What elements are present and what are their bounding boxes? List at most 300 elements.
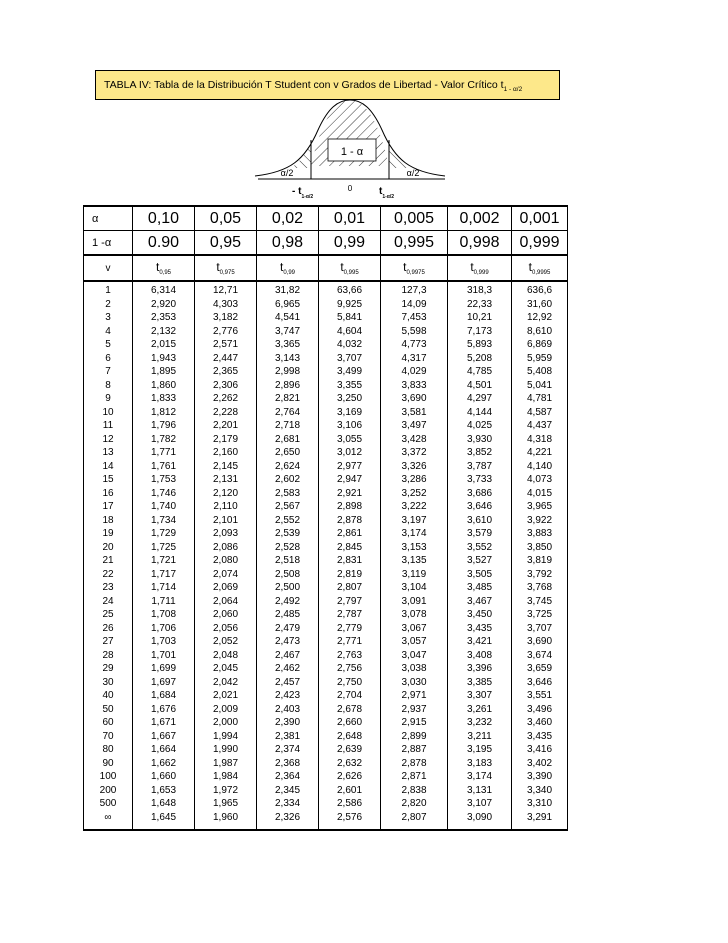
t-header: $t_{0,9995}$ <box>512 255 568 281</box>
table-cell: 63,66 <box>336 285 363 296</box>
table-cell: 2,368 <box>274 757 301 769</box>
table-cell: 2,042 <box>212 676 239 688</box>
table-cell: 3,674 <box>526 649 553 661</box>
table-cell: 1,740 <box>150 501 177 512</box>
table-cell: 4,297 <box>466 393 493 404</box>
table-cell: 22,33 <box>466 298 493 310</box>
table-cell: 500 <box>99 798 117 809</box>
table-cell: 2,899 <box>401 730 427 742</box>
table-cell: 5,041 <box>526 379 553 391</box>
alpha-label: α <box>84 206 133 231</box>
table-cell: 4,032 <box>336 339 363 350</box>
table-cell: 4,303 <box>212 298 239 310</box>
table-cell: 2,145 <box>212 460 239 472</box>
table-cell: 10 <box>102 406 114 418</box>
table-cell: 3,745 <box>526 595 553 607</box>
table-cell: 1,697 <box>150 676 177 688</box>
table-cell: 8,610 <box>526 325 553 337</box>
table-cell: 2,021 <box>212 690 239 701</box>
table-cell: 7,173 <box>466 325 493 337</box>
table-cell: 2,539 <box>274 528 301 539</box>
table-cell: 12 <box>102 433 114 445</box>
table-cell: 3,326 <box>401 460 427 472</box>
t-header: $t_{0,999}$ <box>448 255 512 281</box>
table-cell: 12,92 <box>526 312 553 323</box>
table-cell: 17 <box>102 501 114 512</box>
table-cell: 2,887 <box>401 744 427 755</box>
table-cell: 3,340 <box>526 784 553 796</box>
table-cell: 3,686 <box>466 487 493 499</box>
table-cell: 1,943 <box>150 352 177 364</box>
table-cell: 90 <box>102 757 114 769</box>
table-cell: 2,567 <box>274 501 301 512</box>
table-cell: 3,396 <box>466 663 493 674</box>
table-cell: 1,984 <box>212 771 239 782</box>
table-cell: 1,676 <box>150 703 177 715</box>
table-cell: 2,381 <box>274 730 301 742</box>
table-cell: 2,797 <box>336 595 363 607</box>
table-cell: 1,833 <box>150 393 177 404</box>
table-cell: 2,015 <box>150 339 177 350</box>
table-cell: 2,009 <box>212 703 239 715</box>
table-cell: 3,646 <box>526 676 553 688</box>
table-cell: 1,703 <box>150 636 177 647</box>
table-cell: 1,699 <box>150 663 177 674</box>
table-cell: 4,587 <box>526 406 553 418</box>
table-cell: 3,792 <box>526 568 553 580</box>
value-column <box>257 281 319 830</box>
table-cell: 1,645 <box>150 811 177 823</box>
table-cell: 2,045 <box>212 663 239 674</box>
table-cell: 27 <box>102 636 114 647</box>
table-cell: 2,764 <box>274 406 301 418</box>
t-header-row <box>84 255 568 281</box>
table-cell: 4,318 <box>526 433 553 445</box>
center-label: 1 - α <box>340 146 364 158</box>
table-cell: 1,660 <box>150 771 177 782</box>
alpha-row <box>84 206 568 231</box>
table-cell: 1,721 <box>150 555 177 566</box>
table-cell: 2,345 <box>274 784 301 796</box>
table-cell: 5,408 <box>526 366 553 377</box>
table-cell: 2,056 <box>212 622 239 634</box>
table-cell: 2,998 <box>274 366 301 377</box>
table-cell: 2,819 <box>336 568 363 580</box>
table-cell: 3,057 <box>401 636 427 647</box>
table-cell: 3,174 <box>466 771 493 782</box>
table-cell: 70 <box>102 730 114 742</box>
table-cell: 2,552 <box>274 514 301 526</box>
table-cell: 28 <box>102 649 114 661</box>
table-cell: 2,820 <box>401 798 427 809</box>
table-cell: 2,650 <box>274 447 301 458</box>
table-cell: 10,21 <box>466 312 493 323</box>
table-cell: 3,183 <box>466 757 493 769</box>
table-cell: 3,250 <box>336 393 363 404</box>
table-cell: 1,717 <box>150 568 177 580</box>
table-cell: 2,485 <box>274 609 301 620</box>
table-cell: 3,833 <box>401 379 427 391</box>
table-cell: 1,701 <box>150 649 177 661</box>
table-cell: 2,060 <box>212 609 239 620</box>
table-cell: 3,850 <box>526 541 553 553</box>
table-cell: 3,055 <box>336 433 363 445</box>
table-cell: 4,221 <box>526 447 553 458</box>
table-cell: 2,937 <box>401 703 427 715</box>
table-cell: 2,064 <box>212 595 239 607</box>
table-cell: 2,093 <box>212 528 239 539</box>
table-cell: 2,423 <box>274 690 301 701</box>
table-cell: 24 <box>102 595 114 607</box>
table-cell: 5,893 <box>466 339 493 350</box>
table-cell: 2,508 <box>274 568 301 580</box>
table-cell: 3,690 <box>526 636 553 647</box>
table-cell: 2,528 <box>274 541 301 553</box>
table-cell: 3,499 <box>336 366 363 377</box>
table-cell: 4,501 <box>466 379 493 391</box>
table-cell: 13 <box>102 447 114 458</box>
table-cell: 3,497 <box>401 420 427 431</box>
table-cell: 2,074 <box>212 568 239 580</box>
table-cell: 7 <box>105 366 111 377</box>
table-cell: 11 <box>102 420 114 431</box>
table-cell: 3,104 <box>401 582 427 593</box>
table-cell: 3,707 <box>336 352 363 364</box>
table-cell: 3,078 <box>401 609 427 620</box>
table-cell: 1,664 <box>150 744 177 755</box>
alpha-value: 0,02 <box>257 206 319 231</box>
table-cell: 2,228 <box>212 406 239 418</box>
table-cell: 2,571 <box>212 339 239 350</box>
table-cell: 19 <box>102 528 114 539</box>
table-cell: 2,262 <box>212 393 239 404</box>
table-cell: 100 <box>99 771 117 782</box>
table-cell: 3,106 <box>336 420 363 431</box>
t-distribution-diagram <box>0 0 728 205</box>
table-cell: 30 <box>102 676 114 688</box>
table-cell: 29 <box>102 663 114 674</box>
table-cell: 2,639 <box>336 744 363 755</box>
t-header: $t_{0,99}$ <box>257 255 319 281</box>
table-cell: 2,518 <box>274 555 301 566</box>
table-cell: 200 <box>99 784 117 796</box>
table-cell: 6,314 <box>150 285 177 296</box>
table-cell: 2,838 <box>401 784 427 796</box>
table-cell: 16 <box>102 487 114 499</box>
table-cell: 2,660 <box>336 717 363 728</box>
table-cell: 8 <box>105 379 111 391</box>
table-cell: 2,601 <box>336 784 363 796</box>
table-cell: 14 <box>102 460 114 472</box>
alpha-value: 0,005 <box>381 206 448 231</box>
table-cell: 3,365 <box>274 339 301 350</box>
table-cell: 31,82 <box>274 285 301 296</box>
table-cell: 2,821 <box>274 393 301 404</box>
table-cell: 3,291 <box>526 811 553 823</box>
values-row <box>84 281 568 830</box>
table-cell: 2 <box>105 298 111 310</box>
table-cell: 3,038 <box>401 663 427 674</box>
table-cell: 1,972 <box>212 784 239 796</box>
table-cell: 2,878 <box>336 514 363 526</box>
table-cell: 3,169 <box>336 406 363 418</box>
table-cell: 1,994 <box>212 730 239 742</box>
table-cell: 2,462 <box>274 663 301 674</box>
table-cell: 2,779 <box>336 622 363 634</box>
table-cell: 1,714 <box>150 582 177 593</box>
table-cell: 3,232 <box>466 717 493 728</box>
table-cell: 2,179 <box>212 433 239 445</box>
table-cell: 2,807 <box>401 811 427 823</box>
table-cell: 14,09 <box>401 298 427 310</box>
table-cell: 2,110 <box>213 501 238 512</box>
table-cell: 2,048 <box>212 649 239 661</box>
table-cell: 1,729 <box>150 528 177 539</box>
table-cell: 3,012 <box>336 447 363 458</box>
table-cell: 3,153 <box>401 541 427 553</box>
table-cell: 2,131 <box>212 474 239 485</box>
table-cell: 3,197 <box>401 514 427 526</box>
table-cell: 1,725 <box>150 541 177 553</box>
table-cell: 1 <box>105 285 111 296</box>
table-cell: 3,733 <box>466 474 493 485</box>
table-cell: 3,659 <box>526 663 553 674</box>
table-cell: 4,317 <box>401 352 427 364</box>
table-cell: 3,467 <box>466 595 493 607</box>
table-cell: 1,653 <box>150 784 177 796</box>
table-cell: 3,460 <box>526 717 553 728</box>
table-cell: 3,107 <box>466 798 493 809</box>
table-cell: 2,750 <box>336 676 363 688</box>
table-cell: 3,222 <box>401 501 427 512</box>
table-cell: 3,131 <box>466 784 493 796</box>
table-cell: 2,718 <box>274 420 301 431</box>
table-cell: 3,922 <box>526 514 553 526</box>
table-cell: 4,140 <box>526 460 553 472</box>
table-cell: 2,390 <box>274 717 301 728</box>
table-cell: 1,782 <box>150 433 177 445</box>
table-cell: 2,898 <box>336 501 363 512</box>
table-cell: 15 <box>102 474 114 485</box>
table-cell: 2,374 <box>274 744 301 755</box>
title-text: TABLA IV: Tabla de la Distribución T Student con v Grados de Libertad - Valor Crítico t <box>104 79 504 91</box>
table-cell: 3,091 <box>401 595 427 607</box>
table-cell: 3,965 <box>526 501 553 512</box>
table-cell: 2,632 <box>336 757 363 769</box>
table-cell: 2,201 <box>212 420 239 431</box>
table-cell: 3,211 <box>467 730 492 742</box>
table-cell: 1,706 <box>150 622 177 634</box>
table-cell: 2,626 <box>336 771 363 782</box>
value-column <box>448 281 512 830</box>
alpha-value: 0,05 <box>195 206 257 231</box>
table-cell: 3,408 <box>466 649 493 661</box>
table-cell: 4 <box>105 325 111 337</box>
table-cell: 1,753 <box>150 474 177 485</box>
table-cell: 4,785 <box>466 366 493 377</box>
table-cell: 3,090 <box>466 811 493 823</box>
table-cell: 5,841 <box>336 312 363 323</box>
table-cell: 2,052 <box>212 636 239 647</box>
table-cell: 3,119 <box>401 568 427 580</box>
table-cell: 18 <box>102 514 114 526</box>
t-header: $t_{0,9975}$ <box>381 255 448 281</box>
table-cell: 2,977 <box>336 460 363 472</box>
table-cell: 2,896 <box>274 379 301 391</box>
table-cell: 2,583 <box>274 487 301 499</box>
table-cell: 1,711 <box>151 595 176 607</box>
table-cell: 3,143 <box>274 352 301 364</box>
table-cell: 2,086 <box>212 541 239 553</box>
zero-label: 0 <box>347 184 353 193</box>
table-cell: 2,771 <box>336 636 363 647</box>
table-cell: 3,286 <box>401 474 427 485</box>
table-cell: 1,990 <box>212 744 239 755</box>
table-cell: 1,965 <box>212 798 239 809</box>
table-cell: 1,648 <box>150 798 177 809</box>
table-cell: 2,624 <box>274 460 301 472</box>
table-cell: 3,496 <box>526 703 553 715</box>
table-cell: 21 <box>102 555 114 566</box>
table-cell: 2,457 <box>274 676 301 688</box>
table-cell: 3,390 <box>526 771 553 782</box>
table-cell: 3,768 <box>526 582 553 593</box>
table-cell: 2,871 <box>401 771 427 782</box>
table-cell: 2,326 <box>274 811 301 823</box>
table-cell: 3,428 <box>401 433 427 445</box>
alpha-value: 0,01 <box>319 206 381 231</box>
table-cell: 3 <box>105 312 111 323</box>
table-cell: 4,029 <box>401 366 427 377</box>
table-cell: 3,047 <box>401 649 427 661</box>
table-cell: 2,403 <box>274 703 301 715</box>
table-cell: 3,135 <box>401 555 427 566</box>
t-header: $t_{0,995}$ <box>319 255 381 281</box>
table-cell: 2,704 <box>336 690 363 701</box>
table-cell: 2,915 <box>401 717 427 728</box>
confidence-value: 0,999 <box>512 231 568 256</box>
table-cell: 3,747 <box>274 325 301 337</box>
title-subscript: 1 - α/2 <box>503 86 523 94</box>
table-cell: 25 <box>102 609 114 620</box>
table-cell: 2,878 <box>401 757 427 769</box>
t-header: $t_{0,95}$ <box>133 255 195 281</box>
table-cell: 3,450 <box>466 609 493 620</box>
table-cell: 3,174 <box>401 528 427 539</box>
table-cell: 1,662 <box>150 757 177 769</box>
table-cell: 2,576 <box>336 811 363 823</box>
table-cell: 3,707 <box>526 622 553 634</box>
table-cell: 2,101 <box>212 514 239 526</box>
table-cell: 1,960 <box>212 811 239 823</box>
table-cell: 26 <box>102 622 114 634</box>
alpha-value: 0,10 <box>133 206 195 231</box>
value-column <box>319 281 381 830</box>
table-cell: 3,527 <box>466 555 493 566</box>
table-cell: 4,437 <box>526 420 553 431</box>
value-column <box>195 281 257 830</box>
table-cell: 3,435 <box>526 730 553 742</box>
table-cell: 2,681 <box>274 433 301 445</box>
table-cell: 2,756 <box>336 663 363 674</box>
left-critical-label: - $t_{1-\alpha/2}$ <box>292 186 314 200</box>
alpha-value: 0,002 <box>448 206 512 231</box>
table-cell: 2,763 <box>336 649 363 661</box>
table-cell: 5,208 <box>466 352 493 364</box>
confidence-value: 0,99 <box>319 231 381 256</box>
table-cell: 5 <box>105 339 111 350</box>
table-cell: 3,725 <box>526 609 553 620</box>
table-cell: 1,708 <box>150 609 177 620</box>
value-column <box>512 281 568 830</box>
table-cell: 2,678 <box>336 703 363 715</box>
table-cell: 3,610 <box>466 514 493 526</box>
table-cell: 1,761 <box>150 460 177 472</box>
right-critical-label: $t_{1-\alpha/2}$ <box>379 186 395 200</box>
table-cell: 60 <box>102 717 114 728</box>
table-cell: 4,015 <box>526 487 553 499</box>
table-cell: 3,505 <box>466 568 493 580</box>
table-cell: 2,132 <box>150 325 177 337</box>
table-cell: 5,959 <box>526 352 553 364</box>
table-cell: 6,869 <box>526 339 553 350</box>
value-column <box>381 281 448 830</box>
t-table <box>83 205 568 831</box>
table-cell: 4,144 <box>466 406 493 418</box>
table-cell: 2,353 <box>150 312 177 323</box>
table-cell: 2,473 <box>274 636 301 647</box>
table-cell: 50 <box>102 703 114 715</box>
table-cell: 1,671 <box>150 717 177 728</box>
table-cell: 2,365 <box>212 366 239 377</box>
table-cell: 3,690 <box>401 393 427 404</box>
table-cell: 318,3 <box>466 285 493 296</box>
table-cell: 2,648 <box>336 730 363 742</box>
table-cell: 20 <box>102 541 114 553</box>
alpha-value: 0,001 <box>512 206 568 231</box>
table-cell: 636,6 <box>526 285 553 296</box>
right-tail-label: α/2 <box>406 168 420 178</box>
table-cell: 3,416 <box>526 744 553 755</box>
table-cell: 2,447 <box>212 352 239 364</box>
table-cell: 6 <box>105 352 111 364</box>
table-cell: 40 <box>102 690 114 701</box>
table-cell: 2,500 <box>274 582 301 593</box>
table-cell: 3,372 <box>401 447 427 458</box>
table-cell: 3,787 <box>466 460 493 472</box>
table-cell: 3,852 <box>466 447 493 458</box>
table-cell: 3,421 <box>466 636 493 647</box>
confidence-row <box>84 231 568 256</box>
table-cell: 12,71 <box>212 285 239 296</box>
table-cell: 3,195 <box>466 744 493 755</box>
table-cell: 22 <box>102 568 114 580</box>
table-cell: 4,541 <box>274 312 301 323</box>
table-cell: 1,860 <box>150 379 177 391</box>
table-cell: 3,067 <box>401 622 427 634</box>
table-cell: 1,812 <box>150 406 177 418</box>
table-cell: 3,551 <box>526 690 553 701</box>
table-cell: 3,261 <box>466 703 493 715</box>
table-cell: 2,920 <box>150 298 177 310</box>
table-cell: 1,684 <box>150 690 177 701</box>
table-cell: 3,883 <box>526 528 553 539</box>
table-cell: 4,604 <box>336 325 363 337</box>
table-cell: 1,746 <box>150 487 177 499</box>
table-cell: 3,307 <box>466 690 493 701</box>
table-cell: 1,796 <box>150 420 177 431</box>
table-cell: 4,073 <box>526 474 553 485</box>
